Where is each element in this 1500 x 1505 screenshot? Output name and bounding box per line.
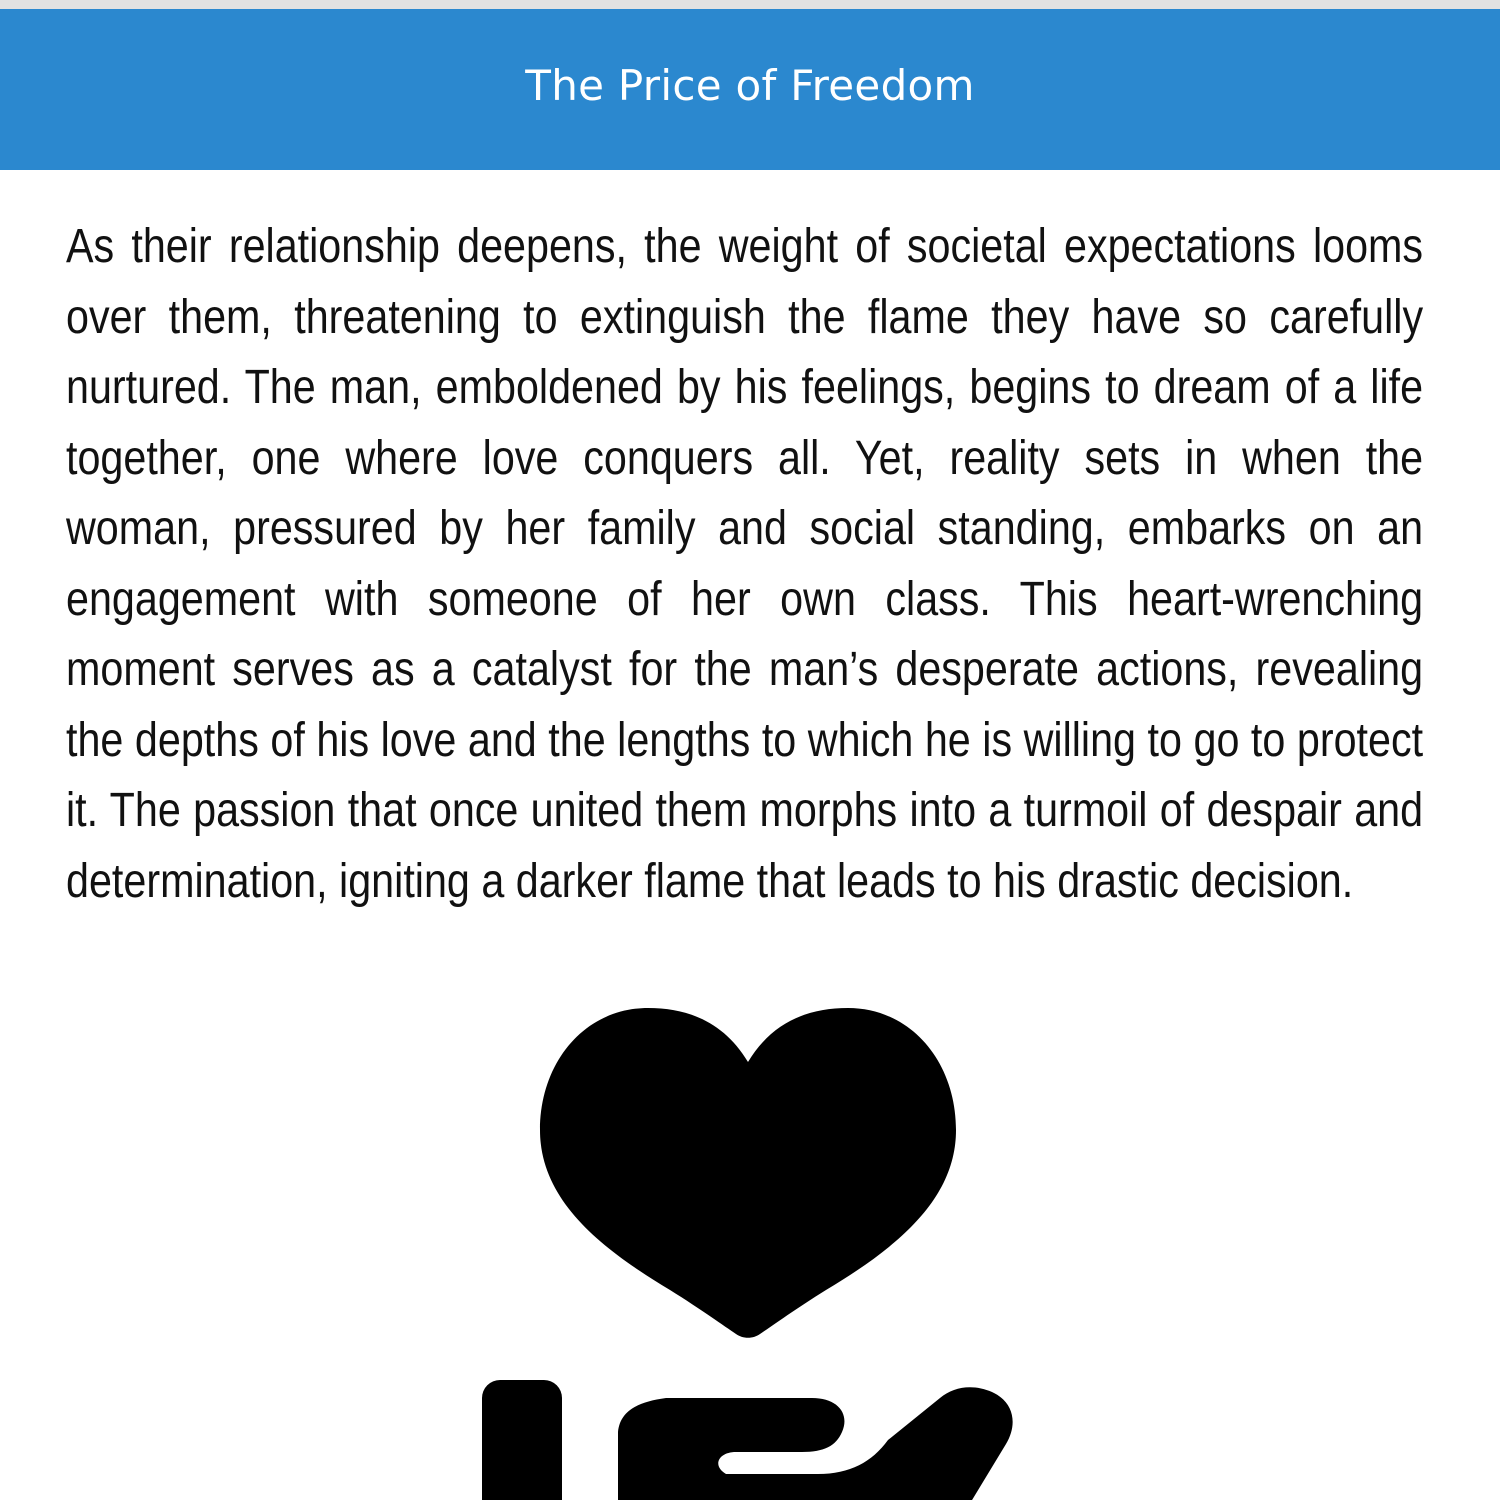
hand-wrist (482, 1380, 562, 1500)
hand-palm (618, 1387, 1013, 1500)
illustration (440, 1000, 1060, 1500)
header-bar (0, 9, 1500, 170)
page-title: The Price of Freedom (525, 61, 975, 110)
heart-icon (540, 1008, 956, 1338)
story-paragraph: As their relationship deepens, the weight of societal expectations looms over them, threatening to extinguish the flame they have so carefully nurtured. The man, emboldened by his feelings, begins to dream of a life together, one where love conquers all. Yet, reality sets in when the woman, pressured by her family and social standing, embarks on an engagement with someone of her own class. This heart-wrenching moment serves as a catalyst for the man’s desperate actions, revealing the depths of his love and the lengths to which he is willing to go to protect it. The passion that once united them morphs into a turmoil of despair and determination, igniting a darker flame that leads to his drastic decision. (66, 220, 1424, 908)
top-strip (0, 0, 1500, 9)
heart-in-hand-icon (440, 1000, 1060, 1500)
